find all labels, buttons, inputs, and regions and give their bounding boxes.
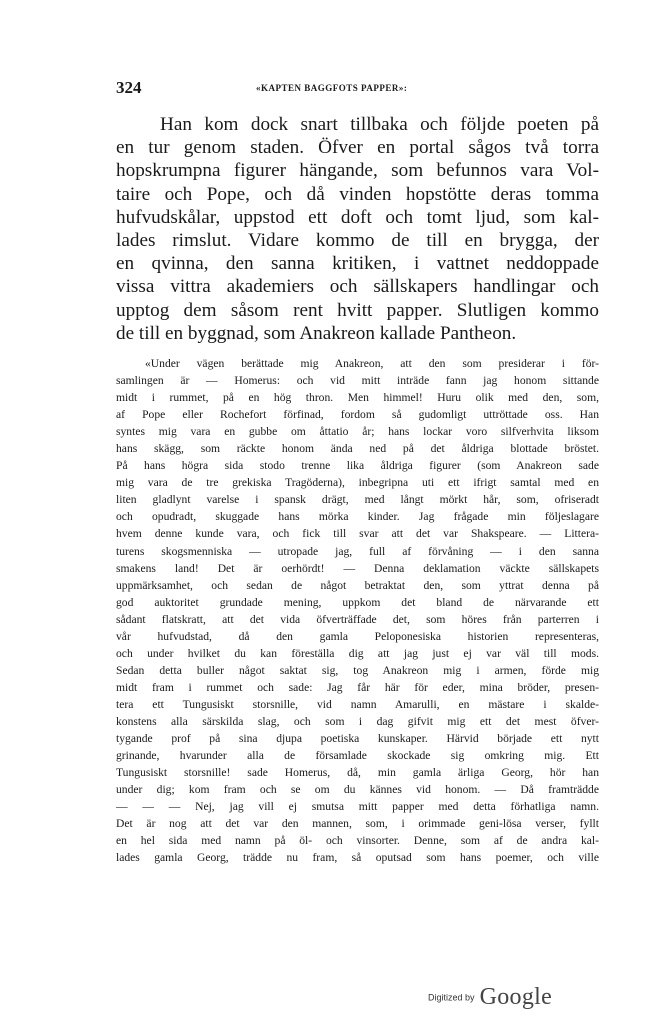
footnote-line: uppmärksamhet, och sedan de något betraktat den, som yttrat denna på — [116, 578, 599, 592]
footnote-line: «Under vägen berättade mig Anakreon, att den som presiderar i för- — [145, 357, 599, 370]
main-text-line: hufvudskålar, uppstod ett doft och tomt ljud, som kal- — [116, 206, 599, 228]
footnote-line: syntes mig vara en gubbe om åttatio år; hans lockar voro silfverhvita liksom — [116, 425, 599, 439]
footnote-line: Tungusiskt storsnille! sade Homerus, då, min gamla ärliga Georg, hör han — [116, 766, 599, 780]
footnote-line: Det är nog att det var den mannen, som, i orimmade geni-lösa verser, fyllt — [116, 817, 599, 831]
digitized-by-google-watermark — [428, 984, 552, 1014]
footnote-line: under dig; kom fram och se om du kännes vid honom. — Då framträdde — [116, 783, 599, 797]
footnote-line: och opudradt, skuggade hans mörka kinder. Jag frågade min följeslagare — [116, 510, 599, 524]
page-number: 324 — [116, 78, 142, 97]
footnote-line: — — — Nej, jag vill ej smutsa mitt papper med detta förhatliga namn. — [116, 800, 599, 814]
footnote-line: tera ett Tungusiskt storsnille, vid namn Amarulli, en mästare i skalde- — [116, 697, 599, 711]
footnote-line: konstens alla särskilda slag, och som i dag gifvit mig ett det mest öfver- — [116, 714, 599, 728]
footnote-line: hans skägg, som räckte honom ända ned på det åldriga blottade bröstet. — [116, 442, 599, 456]
google-logo: Google — [479, 984, 553, 1010]
watermark-prefix: Digitized by — [428, 992, 475, 1003]
page-header — [116, 78, 596, 100]
main-text-line: Han kom dock snart tillbaka och följde poeten på — [160, 114, 599, 135]
footnote-line: lades gamla Georg, trädde nu fram, så oputsad som hans poemer, och ville — [116, 851, 599, 865]
footnote-line: På hans högra sida stodo trenne lika åldriga figurer (som Anakreon sade — [116, 459, 599, 473]
footnote-line: samlingen är — Homerus: och vid mitt inträde fann jag honom sittande — [116, 374, 599, 388]
footnote-line: smakens land! Det är oerhördt! — Denna deklamation väckte sällskapets — [116, 561, 599, 575]
footnote-line: och under hvilket du kan föreställa dig att jag just ej var väl till mods. — [116, 646, 599, 660]
footnote-line: Sedan detta buller något saktat sig, tog Anakreon mig i armen, förde mig — [116, 663, 599, 677]
footnote-line: grinande, hvarunder alla de församlade skockade sig omkring mig. Ett — [116, 749, 599, 763]
main-text-line: vissa vittra akademiers och sällskapers handlingar och — [116, 276, 599, 298]
main-text-line: en tur genom staden. Öfver en portal sågos två torra — [116, 137, 599, 159]
footnote-line: sådant flatskratt, att det vida öfverträffade det, som höres från parterren i — [116, 612, 599, 626]
footnote-line: hvem denne kunde vara, och fick till svar att det var Shakspeare. — Littera- — [116, 527, 599, 541]
footnote-line: turens skogsmenniska — utropade jag, full af förvåning — i den sanna — [116, 544, 599, 558]
main-text-line: lades rimslut. Vidare kommo de till en brygga, der — [116, 230, 599, 252]
main-text-line: taire och Pope, och då vinden hopstötte deras tomma — [116, 183, 599, 205]
main-text-line: hopskrumpna figurer hängande, som befunnos vara Vol- — [116, 160, 599, 182]
main-text-line: en qvinna, den sanna kritiken, i vattnet neddoppade — [116, 253, 599, 275]
footnote-line: midt fram i rummet och sade: Jag får här för eder, mina bröder, presen- — [116, 680, 599, 694]
footnote-line: liten gladlynt varelse i spansk drägt, med långt mörkt hår, som, ofriseradt — [116, 493, 599, 507]
footnote-line: god auktoritet grundade mening, uppkom det bland de närvarande ett — [116, 595, 599, 609]
footnote-line: midt i rummet, på en hög thron. Men himmel! Huru olik med den, som, — [116, 391, 599, 405]
running-head: «KAPTEN BAGGFOTS PAPPER»: — [256, 83, 408, 93]
main-paragraph — [116, 113, 599, 345]
footnote-line: vår hufvudstad, då den gamla Peloponesiska historien representeras, — [116, 629, 599, 643]
main-text-line: upptog dem såsom rent hvitt papper. Slutligen kommo — [116, 299, 599, 321]
footnote-line: tygande prof på sina djupa poetiska kunskaper. Härvid började ett nytt — [116, 732, 599, 746]
footnote-line: mig vara de tre grekiska Tragöderna), inbegripna uti ett ifrigt samtal med en — [116, 476, 599, 490]
footnote-line: af Pope eller Rochefort förfinad, fordom så gudomligt uttröttade oss. Han — [116, 408, 599, 422]
footnote-line: en hel sida med namn på öl- och vinsorter. Denne, som af de andra kal- — [116, 834, 599, 848]
footnote-block — [116, 355, 599, 866]
main-text-line: de till en byggnad, som Anakreon kallade Pantheon. — [116, 322, 517, 344]
